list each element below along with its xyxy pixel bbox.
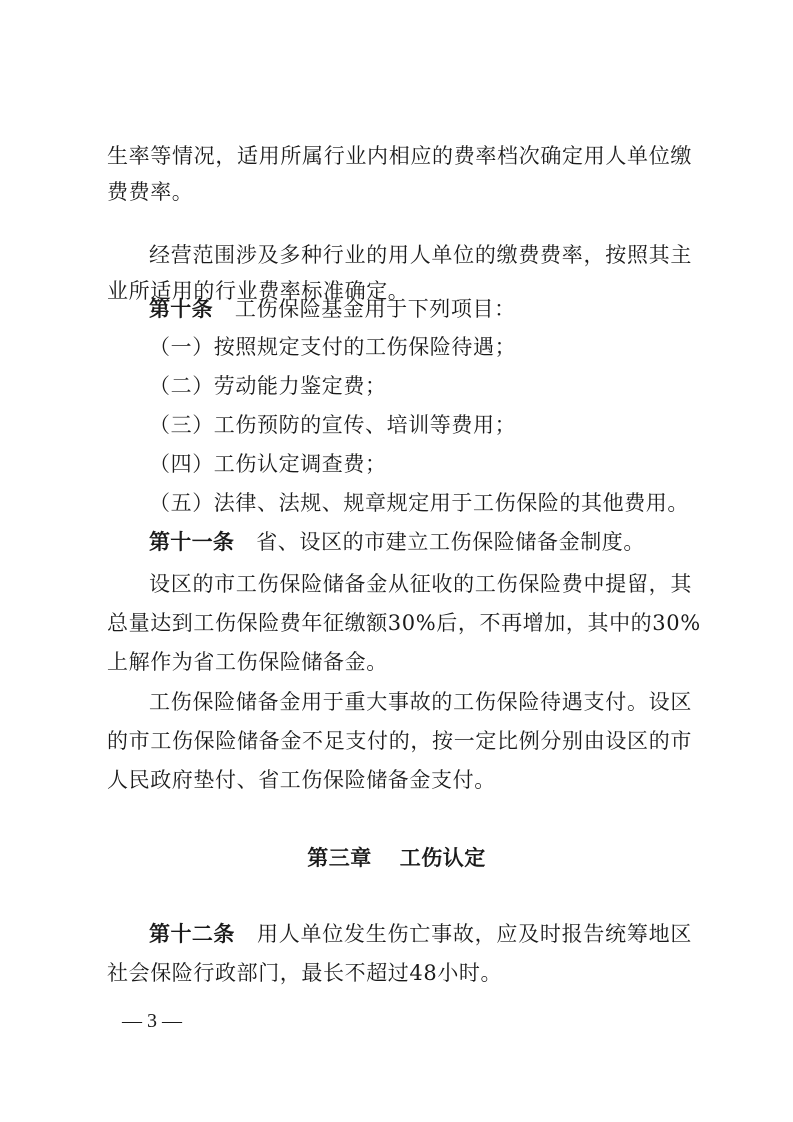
- list-item: （五）法律、法规、规章规定用于工伤保险的其他费用。: [149, 491, 689, 515]
- chapter-number: 第三章: [307, 846, 372, 870]
- chapter-title: 工伤认定: [399, 846, 486, 870]
- article-title: 第十一条: [149, 530, 235, 554]
- paragraph-line: 工伤保险储备金用于重大事故的工伤保险待遇支付。设区: [149, 690, 692, 714]
- paragraph-line: 生率等情况，适用所属行业内相应的费率档次确定用人单位缴: [107, 144, 692, 168]
- article-title: 第十条: [149, 297, 213, 321]
- list-item: （四）工伤认定调查费；: [149, 452, 387, 476]
- paragraph-line: 上解作为省工伤保险储备金。: [107, 650, 388, 674]
- article-text: 工伤保险基金用于下列项目：: [234, 297, 516, 321]
- paragraph-line: 经营范围涉及多种行业的用人单位的缴费费率，按照其主: [149, 243, 692, 267]
- list-item: （一）按照规定支付的工伤保险待遇；: [149, 335, 517, 359]
- article-12: [107, 916, 692, 952]
- paragraph-line: 的市工伤保险储备金不足支付的，按一定比例分别由设区的市: [107, 729, 692, 753]
- article-10: [107, 291, 692, 327]
- paragraph-line: 人民政府垫付、省工伤保险储备金支付。: [107, 768, 496, 792]
- paragraph-line: 设区的市工伤保险储备金从征收的工伤保险费中提留，其: [149, 572, 692, 596]
- chapter-heading: [0, 840, 793, 876]
- list-item: （二）劳动能力鉴定费；: [149, 374, 387, 398]
- page-number: — 3 —: [122, 1010, 182, 1032]
- paragraph-line: 总量达到工伤保险费年征缴额30%后，不再增加，其中的30%: [107, 611, 701, 635]
- article-11: [107, 524, 692, 560]
- paragraph-line: 业所适用的行业费率标准确定。: [107, 279, 410, 303]
- paragraph-line: 费费率。: [107, 180, 194, 204]
- article-title: 第十二条: [149, 922, 235, 946]
- paragraph-line: 社会保险行政部门，最长不超过48小时。: [107, 961, 503, 985]
- article-text: 用人单位发生伤亡事故，应及时报告统筹地区: [256, 922, 693, 946]
- article-text: 省、设区的市建立工伤保险储备金制度。: [256, 530, 646, 554]
- list-item: （三）工伤预防的宣传、培训等费用；: [149, 413, 517, 437]
